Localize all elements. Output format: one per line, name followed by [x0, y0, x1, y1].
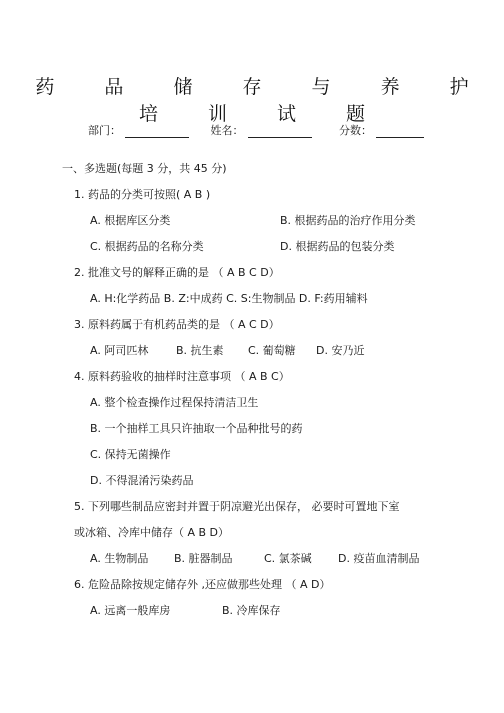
q5-option-a: A. 生物制品	[90, 552, 149, 565]
question-1: 1. 药品的分类可按照( A B )	[74, 188, 211, 201]
q5-option-d: D. 疫苗血清制品	[338, 552, 420, 565]
q6-option-a: A. 远离一般库房	[90, 604, 171, 617]
q1-option-a: A. 根据库区分类	[90, 214, 171, 227]
name-label: 姓名：	[210, 124, 244, 137]
info-fields	[88, 122, 424, 138]
name-blank[interactable]	[248, 125, 312, 138]
q3-option-c: C. 葡萄糖	[248, 344, 296, 357]
score-label: 分数：	[339, 124, 372, 137]
q4-option-a: A. 整个检查操作过程保持清洁卫生	[90, 396, 259, 409]
q1-option-b: B. 根据药品的治疗作用分类	[280, 214, 416, 227]
dept-label: 部门：	[88, 124, 121, 137]
question-6: 6. 危险品除按规定储存外 ,还应做那些处理 （ A D）	[74, 578, 331, 591]
question-2: 2. 批准文号的解释正确的是 （ A B C D）	[74, 266, 280, 279]
q5-option-b: B. 脏器制品	[174, 552, 233, 565]
dept-blank[interactable]	[125, 125, 189, 138]
question-5-line-1: 5. 下列哪些制品应密封并置于阴凉避光出保存， 必要时可置地下室	[74, 500, 400, 513]
q4-option-c: C. 保持无菌操作	[90, 448, 171, 461]
question-3: 3. 原料药属于有机药品类的是 （ A C D）	[74, 318, 280, 331]
q4-option-b: B. 一个抽样工具只许抽取一个品种批号的药	[90, 422, 303, 435]
q1-option-c: C. 根据药品的名称分类	[90, 240, 204, 253]
question-4: 4. 原料药验收的抽样时注意事项 （ A B C）	[74, 370, 290, 383]
q5-option-c: C. 氯茶碱	[264, 552, 312, 565]
q4-option-d: D. 不得混淆污染药品	[90, 474, 194, 487]
q3-option-a: A. 阿司匹林	[90, 344, 149, 357]
score-blank[interactable]	[376, 125, 424, 138]
q1-option-d: D. 根据药品的包装分类	[280, 240, 395, 253]
question-5-line-2: 或冰箱、冷库中储存（ A B D）	[74, 526, 230, 539]
section-heading: 一、多选题(每题 3 分，共 45 分)	[62, 162, 227, 175]
q2-options: A. H:化学药品 B. Z:中成药 C. S:生物制品 D. F:药用辅料	[90, 292, 368, 305]
q3-option-d: D. 安乃近	[316, 344, 365, 357]
page-title: 药 品 储 存 与 养 护 培 训 试 题	[35, 76, 491, 125]
q6-option-b: B. 冷库保存	[222, 604, 281, 617]
q3-option-b: B. 抗生素	[176, 344, 224, 357]
